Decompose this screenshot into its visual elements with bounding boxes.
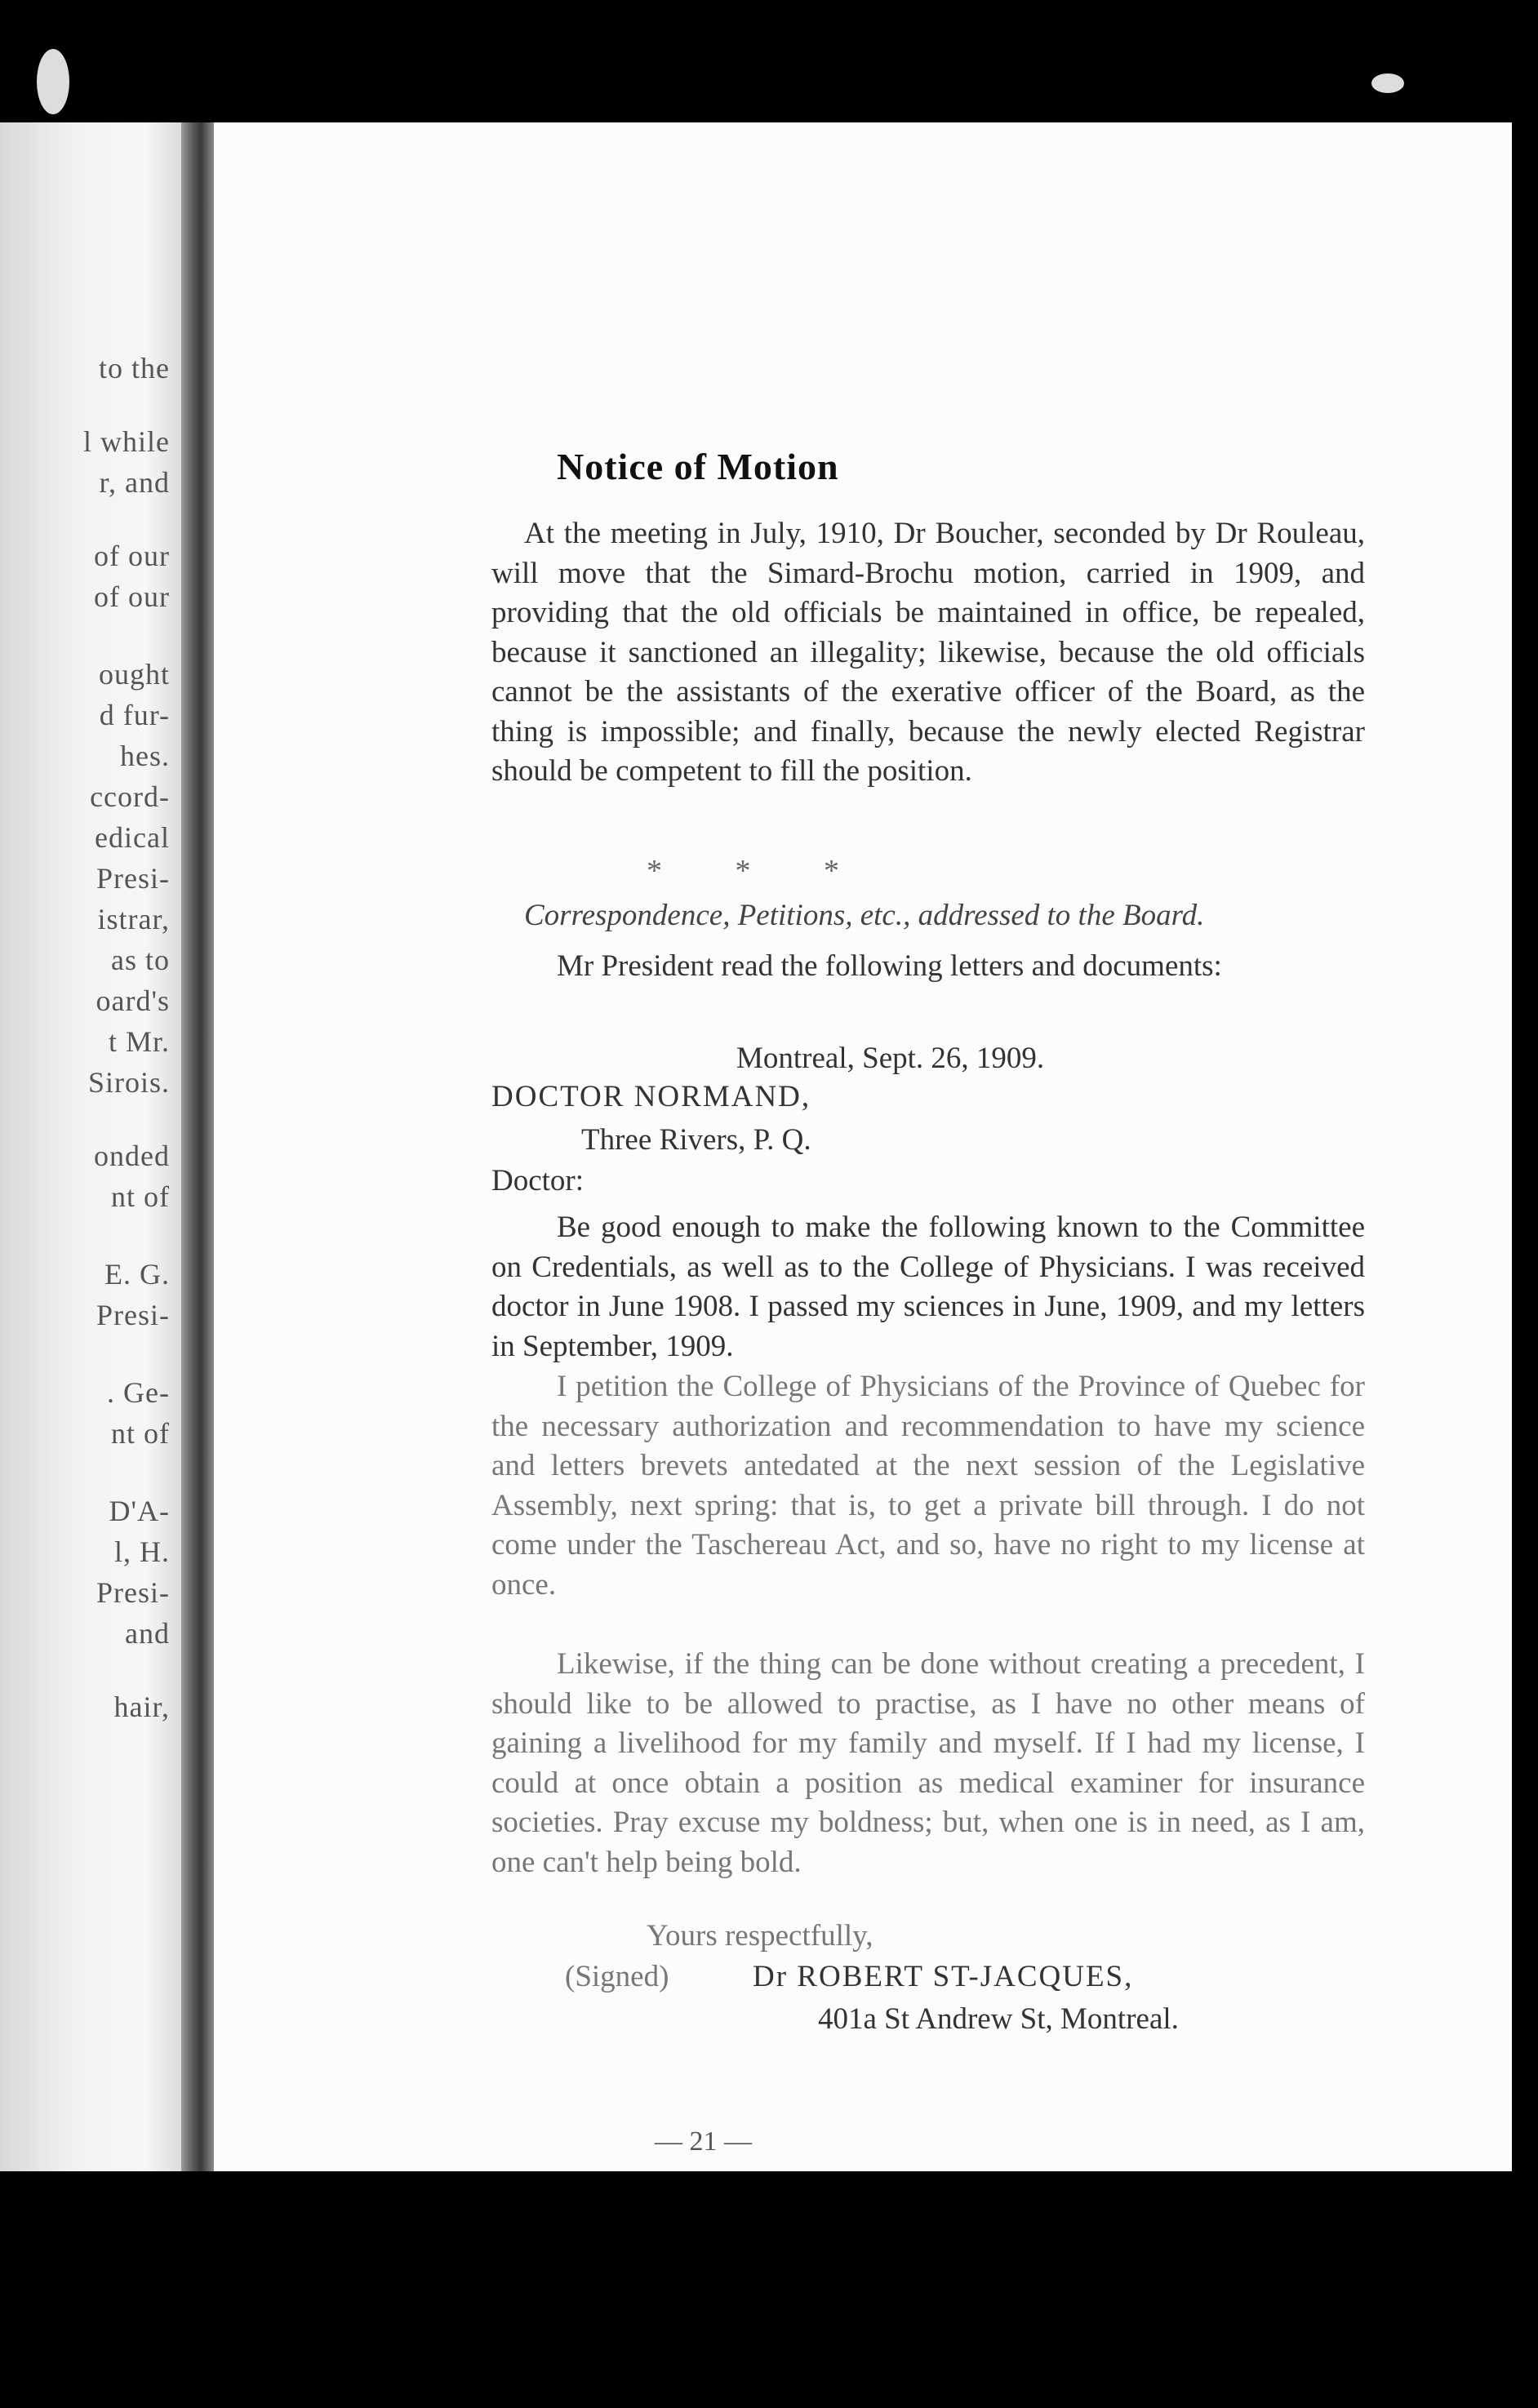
letter-paragraph-1: Be good enough to make the following known to the Committee on Credentials, as well as to the College of Physicians. I was received doctor in June 1908. I passed my sciences in June, 1909, and my letters in September, 1909. [491, 1211, 1365, 1363]
signer-name: Dr ROBERT ST-JACQUES, [753, 1960, 1134, 1993]
page-number: — 21 — [655, 2126, 752, 2157]
left-fragment: of our [94, 540, 170, 572]
left-fragment: d fur- [99, 699, 170, 731]
left-fragment: to the [99, 352, 170, 384]
motion-paragraph: At the meeting in July, 1910, Dr Boucher, seconded by Dr Rouleau, will move that the Simard-Brochu motion, carried in 1909, and providing that the old officials be maintained in office, be repealed, because it sanctioned an illegality; likewise, because the old officials cannot be the assistants of the exerative officer of the Board, as the thing is impossible; and finally, because the newly elected Registrar should be competent to fill the position. [491, 517, 1365, 788]
left-fragment: ought [98, 658, 170, 691]
left-fragment: r, and [99, 466, 170, 499]
left-fragment: t Mr. [108, 1025, 170, 1058]
left-fragment: of our [94, 580, 170, 613]
section-heading: Correspondence, Petitions, etc., addressed to the Board. [524, 899, 1205, 932]
letter-paragraph-2: I petition the College of Physicians of the Province of Quebec for the necessary authorization and recommendation to have my science and letters brevets antedated at the next session of the Legislative Assembly, next spring: that is, to get a private bill through. I do not come under the Taschereau Act, and so, have no right to my license at once. [491, 1370, 1365, 1602]
left-fragment: . Ge- [107, 1376, 170, 1409]
book-gutter [181, 122, 214, 2171]
intro-paragraph: Mr President read the following letters and documents: [557, 949, 1222, 983]
left-fragment: Presi- [96, 1576, 170, 1609]
left-fragment: l while [83, 425, 170, 458]
left-fragment: hair, [113, 1690, 170, 1723]
letter-addressee: DOCTOR NORMAND, [491, 1080, 811, 1113]
letter-place-date: Montreal, Sept. 26, 1909. [736, 1042, 1045, 1075]
left-fragment: hes. [120, 740, 170, 772]
page-title: Notice of Motion [557, 446, 839, 487]
left-fragment: onded [94, 1140, 170, 1172]
left-fragment: l, H. [114, 1535, 170, 1568]
previous-page-edge [0, 122, 181, 2171]
scan-speck [1371, 73, 1404, 93]
left-fragment: Sirois. [87, 1066, 170, 1099]
letter-closing: Yours respectfully, [647, 1919, 873, 1953]
letter-paragraph-3: Likewise, if the thing can be done without creating a precedent, I should like to be allowed to practise, as I have no other means of gaining a livelihood for my family and myself. If I had my license, I could at once obtain a position as medical examiner for insurance societies. Pray excuse my boldness; but, when one is in need, as I am, one can't help being bold. [491, 1647, 1365, 1879]
left-fragment: edical [95, 821, 170, 854]
signer-address: 401a St Andrew St, Montreal. [818, 2002, 1179, 2036]
left-fragment: Presi- [96, 862, 170, 895]
left-fragment: as to [111, 944, 170, 976]
left-fragment: Presi- [96, 1299, 170, 1331]
left-fragment: and [125, 1617, 170, 1650]
left-fragment: istrar, [97, 903, 170, 935]
left-fragment: nt of [111, 1417, 170, 1450]
letter-addressee-city: Three Rivers, P. Q. [581, 1123, 811, 1157]
left-fragment: D'A- [109, 1495, 170, 1527]
left-fragment: ccord- [90, 780, 170, 813]
document-page [214, 122, 1512, 2171]
scan-speck [37, 49, 69, 114]
signed-label: (Signed) [565, 1960, 669, 1993]
left-fragment: oard's [96, 984, 170, 1017]
separator-asterisks: * * * [647, 854, 872, 888]
left-fragment: nt of [111, 1180, 170, 1213]
letter-salutation: Doctor: [491, 1164, 585, 1197]
left-fragment: E. G. [104, 1258, 170, 1291]
